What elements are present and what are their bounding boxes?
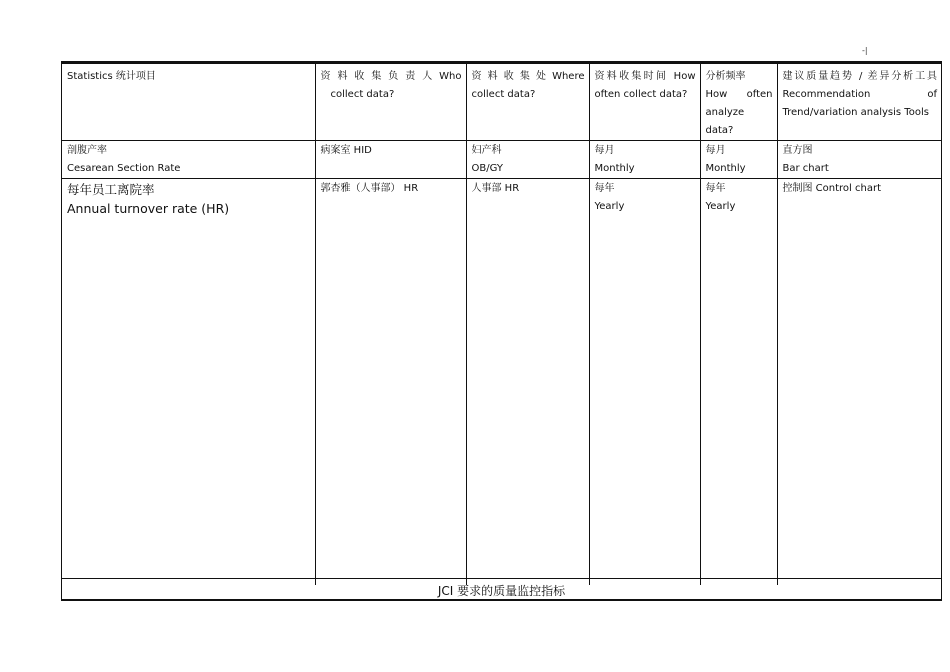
header-statistics: Statistics 统计项目: [62, 64, 315, 141]
header-who-collect: 资 料 收 集 负 责 人 Who collect data?: [315, 64, 466, 141]
cell-where: 人事部 HR: [466, 179, 589, 586]
cell-tool: 直方图 Bar chart: [777, 141, 941, 179]
indicator-table: [62, 64, 941, 585]
table-row: [62, 141, 941, 179]
cell-statistic: 剖腹产率 Cesarean Section Rate: [62, 141, 315, 179]
table-header-row: [62, 64, 941, 141]
footer-divider: [62, 578, 941, 579]
quality-indicator-sheet: [61, 63, 942, 601]
cell-collect-frequency: 每年 Yearly: [589, 179, 700, 586]
cell-analyze-frequency: 每月 Monthly: [700, 141, 777, 179]
footer-caption: JCI 要求的质量监控指标: [437, 584, 566, 598]
cell-who: 病案室 HID: [315, 141, 466, 179]
header-where-collect: 资 料 收 集 处 Where collect data?: [466, 64, 589, 141]
page-mark: -|: [862, 46, 868, 55]
header-analyze-frequency: 分析频率 How often analyze data?: [700, 64, 777, 141]
header-recommendation-tools: 建议质量趋势 / 差异分析工具 Recommendation of Trend/variation analysis Tools: [777, 64, 941, 141]
cell-where: 妇产科 OB/GY: [466, 141, 589, 179]
cell-who: 郭杏雅（人事部） HR: [315, 179, 466, 586]
table-row: [62, 179, 941, 586]
cell-statistic: 每年员工离院率 Annual turnover rate (HR): [67, 182, 230, 216]
header-how-often-collect: 资料收集时间 How often collect data?: [589, 64, 700, 141]
cell-analyze-frequency: 每年 Yearly: [700, 179, 777, 586]
cell-collect-frequency: 每月 Monthly: [589, 141, 700, 179]
cell-tool: 控制图 Control chart: [777, 179, 941, 586]
